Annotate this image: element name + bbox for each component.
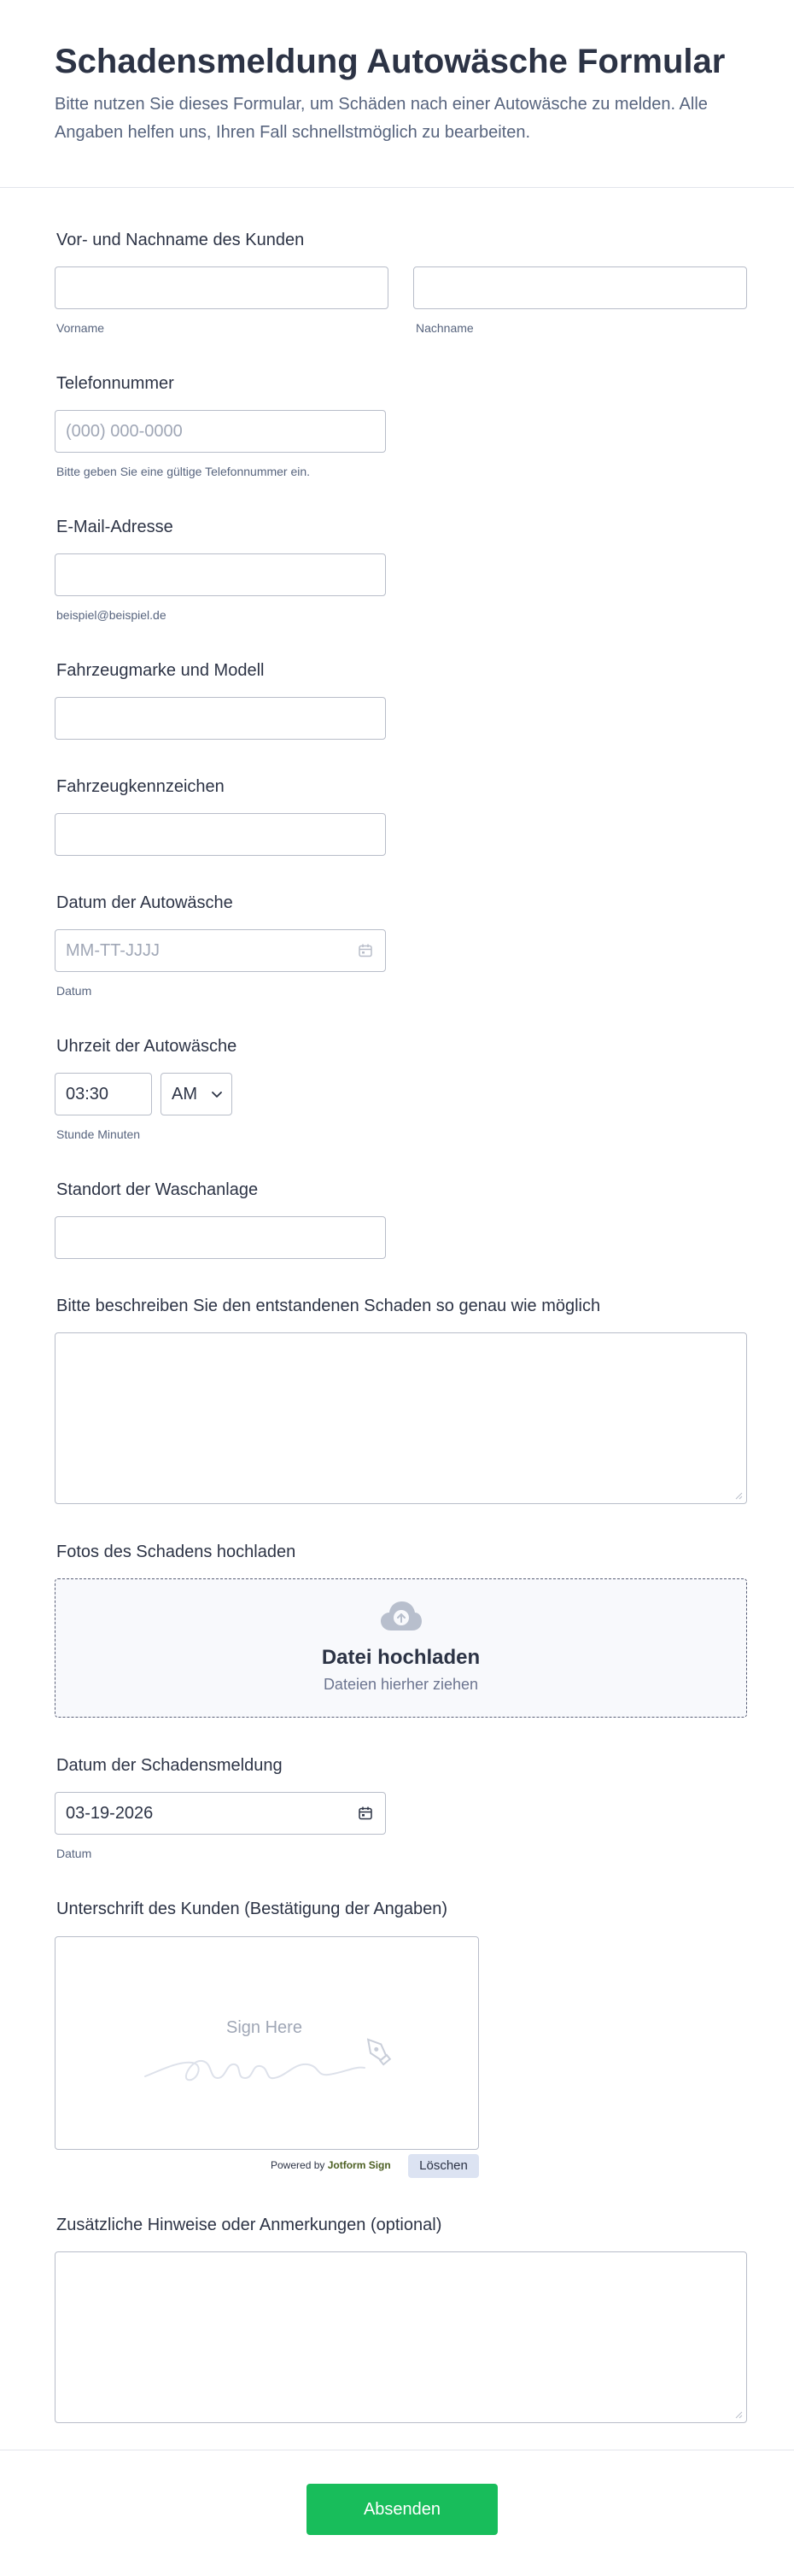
- first-name-input[interactable]: [55, 266, 388, 309]
- calendar-icon[interactable]: [358, 1806, 373, 1821]
- wash-date-label: Datum der Autowäsche: [56, 893, 233, 912]
- report-date-sublabel: Datum: [56, 1847, 92, 1860]
- chevron-down-icon: [211, 1088, 223, 1100]
- form-title: Schadensmeldung Autowäsche Formular: [55, 43, 726, 80]
- damage-textarea[interactable]: [55, 1332, 747, 1504]
- notes-label: Zusätzliche Hinweise oder Anmerkungen (optional): [56, 2216, 442, 2234]
- location-label: Standort der Waschanlage: [56, 1180, 259, 1199]
- wash-time-label: Uhrzeit der Autowäsche: [56, 1037, 237, 1056]
- location-input[interactable]: [55, 1216, 386, 1259]
- submit-button[interactable]: Absenden: [307, 2484, 498, 2535]
- photos-label: Fotos des Schadens hochladen: [56, 1543, 296, 1561]
- wash-date-input[interactable]: [55, 929, 386, 972]
- upload-subtitle: Dateien hierher ziehen: [323, 1676, 479, 1693]
- plate-label: Fahrzeugkennzeichen: [56, 777, 225, 796]
- time-input[interactable]: [55, 1073, 152, 1115]
- time-value: 03:30: [66, 1085, 109, 1104]
- plate-input[interactable]: [55, 813, 386, 856]
- signature-label: Unterschrift des Kunden (Bestätigung der Angaben): [56, 1900, 448, 1918]
- last-name-sublabel: Nachname: [416, 321, 474, 335]
- resize-grip-icon[interactable]: [734, 1491, 743, 1500]
- wash-date-sublabel: Datum: [56, 984, 92, 998]
- phone-sublabel: Bitte geben Sie eine gültige Telefonnummer ein.: [56, 465, 311, 478]
- phone-input[interactable]: [55, 410, 386, 453]
- powered-by: [271, 2159, 391, 2171]
- ampm-value: AM: [172, 1085, 197, 1104]
- sign-here-placeholder: Sign Here: [226, 2018, 302, 2037]
- cloud-upload-icon: [380, 1600, 423, 1632]
- vehicle-input[interactable]: [55, 697, 386, 740]
- report-date-label: Datum der Schadensmeldung: [56, 1756, 283, 1775]
- form-subtitle: Bitte nutzen Sie dieses Formular, um Schäden nach einer Autowäsche zu melden. Alle Angaben helfen uns, Ihren Fall schnellstmöglich zu bearbeiten.: [55, 95, 708, 142]
- clear-signature-button[interactable]: Löschen: [408, 2154, 479, 2178]
- powered-brand: Jotform Sign: [327, 2159, 391, 2171]
- ampm-select[interactable]: [161, 1073, 232, 1115]
- damage-label: Bitte beschreiben Sie den entstandenen Schaden so genau wie möglich: [56, 1297, 601, 1315]
- file-upload-dropzone[interactable]: [55, 1578, 747, 1718]
- phone-label: Telefonnummer: [56, 374, 174, 393]
- report-date-input[interactable]: [55, 1792, 386, 1835]
- name-label: Vor- und Nachname des Kunden: [56, 231, 305, 249]
- first-name-sublabel: Vorname: [56, 321, 105, 335]
- report-date-value: 03-19-2026: [66, 1804, 154, 1823]
- phone-placeholder: (000) 000-0000: [66, 422, 183, 441]
- calendar-icon[interactable]: [358, 943, 373, 958]
- resize-grip-icon[interactable]: [734, 2410, 743, 2419]
- wash-date-placeholder: MM-TT-JJJJ: [66, 941, 160, 960]
- last-name-input[interactable]: [413, 266, 747, 309]
- notes-textarea[interactable]: [55, 2251, 747, 2423]
- email-label: E-Mail-Adresse: [56, 518, 173, 536]
- vehicle-label: Fahrzeugmarke und Modell: [56, 661, 265, 680]
- signature-pad[interactable]: [55, 1936, 479, 2150]
- upload-title: Datei hochladen: [321, 1646, 481, 1669]
- powered-prefix: Powered by: [271, 2159, 325, 2171]
- wash-time-sublabel: Stunde Minuten: [56, 1127, 141, 1141]
- form-header: [0, 0, 794, 188]
- email-sublabel: beispiel@beispiel.de: [56, 608, 166, 622]
- email-input[interactable]: [55, 553, 386, 596]
